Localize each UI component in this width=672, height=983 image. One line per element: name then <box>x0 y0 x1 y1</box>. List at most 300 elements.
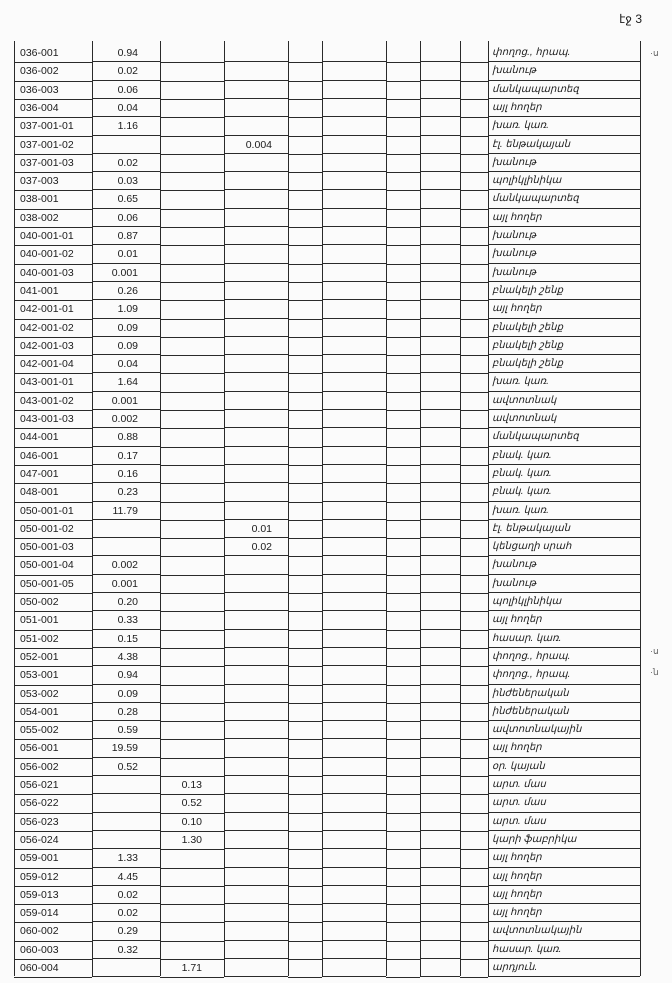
land-use-description: այլ հողեր <box>492 101 542 113</box>
row-rule <box>420 665 460 666</box>
row-rule <box>322 153 386 154</box>
row-rule <box>488 464 640 465</box>
parcel-code: 048-001 <box>20 486 59 499</box>
row-rule <box>488 793 640 794</box>
land-use-description: խառ. կառ. <box>492 504 549 516</box>
land-use-description: ավտոտնակային <box>492 925 582 937</box>
row-rule <box>420 61 460 62</box>
row-rule <box>420 98 460 99</box>
parcel-code: 052-001 <box>20 650 59 663</box>
row-rule <box>224 885 288 886</box>
row-rule <box>92 665 160 666</box>
row-rule <box>322 848 386 849</box>
land-use-description: արդյուն. <box>492 962 538 973</box>
row-rule <box>488 208 640 209</box>
row-rule <box>420 592 460 593</box>
page-number: էջ 3 <box>619 12 642 26</box>
row-rule <box>92 940 160 941</box>
row-rule <box>420 537 460 538</box>
land-use-description: այլ հողեր <box>492 211 542 223</box>
row-rule <box>92 501 160 502</box>
row-rule <box>92 702 160 703</box>
parcel-code: 054-001 <box>20 705 59 718</box>
row-rule <box>224 135 288 136</box>
row-rule <box>92 299 160 300</box>
row-rule <box>420 921 460 922</box>
row-rule <box>488 354 640 355</box>
row-rule <box>488 610 640 611</box>
row-rule <box>420 116 460 117</box>
row-rule <box>322 446 386 447</box>
land-use-description: խանութ <box>492 65 536 77</box>
row-rule <box>92 867 160 868</box>
parcel-code: 037-001-01 <box>20 120 74 133</box>
area-value-small: 0.004 <box>245 138 272 151</box>
area-value-alt: 0.13 <box>181 779 202 791</box>
land-use-description: փողոց., հրապ. <box>492 650 571 662</box>
parcel-code: 047-001 <box>20 467 59 480</box>
row-rule <box>488 684 640 685</box>
row-rule <box>92 629 160 630</box>
row-rule <box>224 519 288 520</box>
row-rule <box>322 208 386 209</box>
row-rule <box>488 153 640 154</box>
row-rule <box>160 977 224 978</box>
row-rule <box>224 629 288 630</box>
land-use-description: բնակ. կառ. <box>492 449 552 461</box>
area-value: 0.002 <box>111 559 138 572</box>
row-rule <box>420 629 460 630</box>
parcel-code: 036-004 <box>20 101 59 114</box>
row-rule <box>420 263 460 264</box>
row-rule <box>420 574 460 575</box>
area-value-alt: 1.71 <box>181 962 202 974</box>
row-rule <box>322 647 386 648</box>
area-value: 0.02 <box>117 65 138 78</box>
parcel-code: 043-001-01 <box>20 376 74 389</box>
row-rule <box>488 921 640 922</box>
row-rule <box>322 921 386 922</box>
parcel-code: 050-001-04 <box>20 559 74 572</box>
row-rule <box>322 592 386 593</box>
row-rule <box>224 684 288 685</box>
row-rule <box>420 80 460 81</box>
land-use-description: փողոց., հրապ. <box>492 47 571 58</box>
parcel-code: 037-001-02 <box>20 138 74 151</box>
area-value: 0.32 <box>117 943 138 956</box>
row-rule <box>488 446 640 447</box>
row-rule <box>92 318 160 319</box>
area-value: 0.16 <box>117 467 138 480</box>
row-rule <box>488 98 640 99</box>
row-rule <box>92 189 160 190</box>
row-rule <box>420 153 460 154</box>
row-rule <box>224 738 288 739</box>
row-rule <box>322 867 386 868</box>
land-use-description: խանութ <box>492 230 536 241</box>
land-use-description: փողոց., հրապ. <box>492 669 571 681</box>
row-rule <box>420 501 460 502</box>
parcel-code: 038-002 <box>20 211 59 224</box>
land-use-description: այլ հողեր <box>492 852 542 864</box>
row-rule <box>92 885 160 886</box>
margin-mark: ·ս <box>650 48 659 58</box>
row-rule <box>420 647 460 648</box>
row-rule <box>322 336 386 337</box>
row-rule <box>92 61 160 62</box>
parcel-code: 036-003 <box>20 83 59 96</box>
parcel-code: 056-024 <box>20 833 59 846</box>
row-rule <box>322 757 386 758</box>
row-rule <box>488 226 640 227</box>
row-rule <box>322 574 386 575</box>
row-rule <box>420 976 460 977</box>
land-use-description: խանութ <box>492 248 536 260</box>
row-rule <box>420 409 460 410</box>
row-rule <box>224 281 288 282</box>
area-value: 0.06 <box>117 211 138 224</box>
row-rule <box>488 574 640 575</box>
row-rule <box>322 427 386 428</box>
row-rule <box>92 921 160 922</box>
row-rule <box>488 135 640 136</box>
area-value: 0.02 <box>117 156 138 169</box>
row-rule <box>322 263 386 264</box>
row-rule <box>92 976 160 977</box>
row-rule <box>488 372 640 373</box>
parcel-code: 038-001 <box>20 193 59 206</box>
row-rule <box>92 354 160 355</box>
parcel-code: 037-003 <box>20 175 59 188</box>
row-rule <box>488 409 640 410</box>
land-use-description: հասար. կառ. <box>492 943 562 955</box>
row-rule <box>420 867 460 868</box>
row-rule <box>224 501 288 502</box>
row-rule <box>224 720 288 721</box>
row-rule <box>420 171 460 172</box>
land-use-description: մանկապարտեզ <box>492 193 579 205</box>
parcel-code: 040-001-03 <box>20 266 74 279</box>
parcel-code: 060-003 <box>20 943 59 956</box>
row-rule <box>224 446 288 447</box>
area-value: 1.64 <box>117 376 138 389</box>
row-rule <box>322 61 386 62</box>
row-rule <box>420 427 460 428</box>
row-rule <box>224 464 288 465</box>
row-rule <box>420 281 460 282</box>
row-rule <box>224 867 288 868</box>
area-value: 0.001 <box>111 394 138 407</box>
row-rule <box>224 574 288 575</box>
row-rule <box>224 958 288 959</box>
row-rule <box>488 812 640 813</box>
area-value: 0.52 <box>117 760 138 773</box>
margin-mark: ·ս <box>650 646 659 656</box>
parcel-code: 056-021 <box>20 779 59 791</box>
land-use-description: այլ հողեր <box>492 888 542 900</box>
row-rule <box>420 135 460 136</box>
row-rule <box>420 738 460 739</box>
row-rule <box>224 537 288 538</box>
land-use-description: հասար. կառ. <box>492 632 562 644</box>
parcel-code: 040-001-02 <box>20 248 74 261</box>
row-rule <box>322 409 386 410</box>
parcel-code: 042-001-01 <box>20 303 74 316</box>
area-value: 0.23 <box>117 486 138 499</box>
row-rule <box>92 720 160 721</box>
row-rule <box>224 793 288 794</box>
row-rule <box>92 409 160 410</box>
parcel-code: 050-002 <box>20 596 59 608</box>
row-rule <box>92 372 160 373</box>
row-rule <box>92 281 160 282</box>
row-rule <box>488 519 640 520</box>
area-value: 0.002 <box>111 413 138 425</box>
row-rule <box>224 830 288 831</box>
row-rule <box>488 592 640 593</box>
parcel-code: 055-002 <box>20 724 59 737</box>
row-rule <box>322 226 386 227</box>
land-use-description: խանութ <box>492 266 536 278</box>
row-rule <box>224 921 288 922</box>
parcel-code: 051-002 <box>20 632 59 645</box>
parcel-code: 056-023 <box>20 815 59 828</box>
row-rule <box>92 336 160 337</box>
row-rule <box>488 757 640 758</box>
row-rule <box>224 80 288 81</box>
land-use-description: պոլիկլինիկա <box>492 175 562 187</box>
row-rule <box>322 354 386 355</box>
row-rule <box>322 372 386 373</box>
row-rule <box>488 903 640 904</box>
row-rule <box>92 226 160 227</box>
row-rule <box>488 830 640 831</box>
area-value: 0.94 <box>117 669 138 682</box>
row-rule <box>420 848 460 849</box>
row-rule <box>322 629 386 630</box>
land-use-description: արտ. մաս <box>492 779 546 790</box>
row-rule <box>224 299 288 300</box>
row-rule <box>488 299 640 300</box>
row-rule <box>224 244 288 245</box>
row-rule <box>322 171 386 172</box>
area-value: 0.28 <box>117 705 138 718</box>
row-rule <box>224 665 288 666</box>
land-register-table <box>14 41 642 976</box>
row-rule <box>92 684 160 685</box>
row-rule <box>420 226 460 227</box>
row-rule <box>92 482 160 483</box>
row-rule <box>488 738 640 739</box>
row-rule <box>224 976 288 977</box>
land-use-description: բնակելի շենք <box>492 339 563 351</box>
land-use-description: էլ. ենթակայան <box>492 522 571 534</box>
land-use-description: բնակ. կառ. <box>492 467 552 479</box>
row-rule <box>224 391 288 392</box>
parcel-code: 059-001 <box>20 852 59 865</box>
row-rule <box>92 208 160 209</box>
land-use-description: խանութ <box>492 156 536 168</box>
row-rule <box>92 391 160 392</box>
row-rule <box>488 629 640 630</box>
row-rule <box>92 610 160 611</box>
parcel-code: 056-002 <box>20 760 59 773</box>
land-use-description: այլ հողեր <box>492 614 542 626</box>
row-rule <box>420 318 460 319</box>
parcel-code: 036-001 <box>20 47 59 59</box>
land-use-description: խառ. կառ. <box>492 120 549 132</box>
row-rule <box>420 775 460 776</box>
land-use-description: բնակելի շենք <box>492 321 563 333</box>
parcel-code: 050-001-01 <box>20 504 74 517</box>
row-rule <box>322 903 386 904</box>
row-rule <box>224 702 288 703</box>
parcel-code: 053-002 <box>20 687 59 700</box>
row-rule <box>322 793 386 794</box>
row-rule <box>322 976 386 977</box>
parcel-code: 042-001-02 <box>20 321 74 334</box>
row-rule <box>488 720 640 721</box>
row-rule <box>322 702 386 703</box>
row-rule <box>488 958 640 959</box>
parcel-code: 056-022 <box>20 797 59 810</box>
row-rule <box>322 720 386 721</box>
parcel-code: 044-001 <box>20 431 59 444</box>
area-value: 0.03 <box>117 175 138 188</box>
parcel-code: 056-001 <box>20 742 59 755</box>
parcel-code: 037-001-03 <box>20 156 74 169</box>
area-value: 0.001 <box>111 577 138 590</box>
row-rule <box>92 135 160 136</box>
row-rule <box>322 80 386 81</box>
row-rule <box>488 171 640 172</box>
row-rule <box>420 372 460 373</box>
row-rule <box>224 189 288 190</box>
row-rule <box>420 793 460 794</box>
row-rule <box>92 464 160 465</box>
land-use-description: ավտոտնակ <box>492 413 557 424</box>
row-rule <box>92 537 160 538</box>
row-rule <box>322 738 386 739</box>
area-value-alt: 0.52 <box>181 797 202 810</box>
row-rule <box>92 775 160 776</box>
parcel-code: 053-001 <box>20 669 59 682</box>
row-rule <box>322 519 386 520</box>
row-rule <box>488 116 640 117</box>
land-use-description: մանկապարտեզ <box>492 83 579 95</box>
land-use-description: բնակելի շենք <box>492 284 563 296</box>
row-rule <box>92 519 160 520</box>
row-rule <box>488 427 640 428</box>
area-value: 0.09 <box>117 339 138 352</box>
row-rule <box>420 684 460 685</box>
row-rule <box>322 812 386 813</box>
row-rule <box>420 354 460 355</box>
parcel-code: 046-001 <box>20 449 59 462</box>
row-rule <box>92 757 160 758</box>
row-rule <box>92 446 160 447</box>
row-rule <box>420 830 460 831</box>
row-rule <box>322 98 386 99</box>
area-value: 0.88 <box>117 431 138 444</box>
row-rule <box>224 775 288 776</box>
row-rule <box>488 244 640 245</box>
area-value: 0.33 <box>117 614 138 627</box>
parcel-code: 042-001-04 <box>20 358 74 371</box>
row-rule <box>488 61 640 62</box>
row-rule <box>488 318 640 319</box>
row-rule <box>420 757 460 758</box>
area-value: 0.04 <box>117 358 138 371</box>
area-value: 0.20 <box>117 596 138 608</box>
row-rule <box>92 427 160 428</box>
row-rule <box>322 610 386 611</box>
parcel-code: 043-001-02 <box>20 394 74 407</box>
row-rule <box>92 80 160 81</box>
area-value: 4.38 <box>117 650 138 663</box>
row-rule <box>224 592 288 593</box>
row-rule <box>224 647 288 648</box>
row-rule <box>322 318 386 319</box>
row-rule <box>322 537 386 538</box>
row-rule <box>224 482 288 483</box>
row-rule <box>420 610 460 611</box>
row-rule <box>92 153 160 154</box>
parcel-code: 050-001-03 <box>20 541 74 554</box>
row-rule <box>420 903 460 904</box>
row-rule <box>224 757 288 758</box>
land-use-description: օր. կայան <box>492 760 545 772</box>
row-rule <box>420 336 460 337</box>
parcel-code: 042-001-03 <box>20 339 74 352</box>
area-value: 1.09 <box>117 303 138 316</box>
area-value: 0.02 <box>117 907 138 920</box>
row-rule <box>322 501 386 502</box>
row-rule <box>420 208 460 209</box>
row-rule <box>488 848 640 849</box>
row-rule <box>92 958 160 959</box>
row-rule <box>322 665 386 666</box>
area-value: 0.59 <box>117 724 138 737</box>
row-rule <box>488 263 640 264</box>
row-rule <box>224 940 288 941</box>
land-use-description: կարի ֆաբրիկա <box>492 833 577 845</box>
row-rule <box>224 555 288 556</box>
row-rule <box>322 116 386 117</box>
row-rule <box>92 116 160 117</box>
area-value: 0.09 <box>117 321 138 334</box>
row-rule <box>224 98 288 99</box>
row-rule <box>420 519 460 520</box>
row-rule <box>420 940 460 941</box>
parcel-code: 040-001-01 <box>20 230 74 242</box>
land-use-description: խանութ <box>492 559 536 571</box>
area-value: 19.59 <box>111 742 138 755</box>
area-value-alt: 0.10 <box>181 815 202 828</box>
land-use-description: խանութ <box>492 577 536 589</box>
area-value: 11.79 <box>112 504 138 517</box>
parcel-code: 043-001-03 <box>20 413 74 425</box>
row-rule <box>420 299 460 300</box>
row-rule <box>420 482 460 483</box>
row-rule <box>322 391 386 392</box>
row-rule <box>224 208 288 209</box>
area-value: 0.09 <box>117 687 138 700</box>
row-rule <box>420 702 460 703</box>
row-rule <box>224 409 288 410</box>
row-rule <box>420 189 460 190</box>
row-rule <box>488 702 640 703</box>
